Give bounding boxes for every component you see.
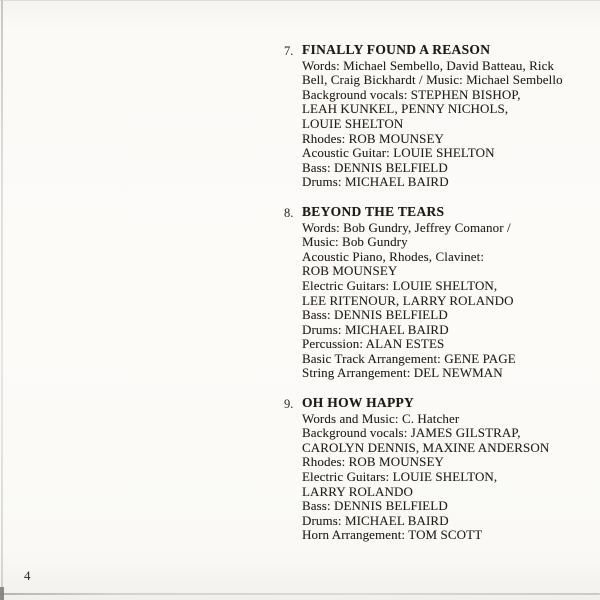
track-heading [284, 43, 563, 59]
credit-line: Basic Track Arrangement: GENE PAGE [302, 350, 516, 366]
scan-edge-bottom [0, 593, 600, 595]
page-number: 4 [24, 568, 31, 583]
track-credits [302, 221, 563, 382]
credit-line: Drums: MICHAEL BAIRD [302, 174, 449, 190]
track-entry-9 [284, 396, 563, 543]
credit-line: Electric Guitars: LOUIE SHELTON, [302, 469, 498, 485]
credit-line: String Arrangement: DEL NEWMAN [302, 365, 503, 381]
credit-line: Bass: DENNIS BELFIELD [302, 498, 448, 514]
credit-line: ROB MOUNSEY [302, 263, 398, 279]
track-number: 8. [284, 205, 294, 220]
track-credits [302, 59, 563, 190]
track-heading [284, 396, 563, 412]
credit-line: Words: Michael Sembello, David Batteau, Rick [302, 57, 555, 73]
credit-line: Drums: MICHAEL BAIRD [302, 321, 449, 337]
scan-edge-left [1, 0, 3, 600]
credit-line: Rhodes: ROB MOUNSEY [302, 454, 445, 470]
credit-line: Drums: MICHAEL BAIRD [302, 512, 449, 528]
credit-line: Bass: DENNIS BELFIELD [302, 307, 448, 323]
credit-line: Acoustic Piano, Rhodes, Clavinet: [302, 248, 485, 264]
credit-line: Electric Guitars: LOUIE SHELTON, [302, 277, 498, 293]
track-title: OH HOW HAPPY [302, 395, 415, 411]
credit-line: LEE RITENOUR, LARRY ROLANDO [302, 292, 514, 308]
credit-line: Percussion: ALAN ESTES [302, 336, 445, 352]
track-entry-8 [284, 205, 563, 381]
scan-edge-top [0, 0, 600, 1]
credit-line: Acoustic Guitar: LOUIE SHELTON [302, 145, 495, 161]
track-title: BEYOND THE TEARS [302, 203, 445, 219]
credit-line: LEAH KUNKEL, PENNY NICHOLS, [302, 101, 509, 117]
track-credits-list [284, 43, 563, 558]
track-entry-7 [284, 43, 563, 190]
credit-line: Rhodes: ROB MOUNSEY [302, 130, 445, 146]
track-number: 9. [284, 397, 294, 412]
credit-line: Background vocals: JAMES GILSTRAP, [302, 425, 521, 441]
track-number: 7. [284, 44, 294, 58]
credit-line: Words and Music: C. Hatcher [302, 410, 460, 426]
scan-corner-mark [0, 587, 4, 600]
track-title: FINALLY FOUND A REASON [302, 42, 491, 57]
credit-line: Bell, Craig Bickhardt / Music: Michael Sembello [302, 72, 563, 88]
credit-line: LOUIE SHELTON [302, 115, 404, 131]
credit-line: Background vocals: STEPHEN BISHOP, [302, 86, 521, 102]
track-credits [302, 412, 563, 543]
track-heading [284, 205, 563, 221]
credit-line: Words: Bob Gundry, Jeffrey Comanor / [302, 219, 511, 235]
credit-line: CAROLYN DENNIS, MAXINE ANDERSON [302, 439, 550, 455]
credit-line: Horn Arrangement: TOM SCOTT [302, 527, 483, 543]
credit-line: Bass: DENNIS BELFIELD [302, 159, 448, 175]
credit-line: LARRY ROLANDO [302, 483, 413, 499]
credit-line: Music: Bob Gundry [302, 234, 408, 250]
